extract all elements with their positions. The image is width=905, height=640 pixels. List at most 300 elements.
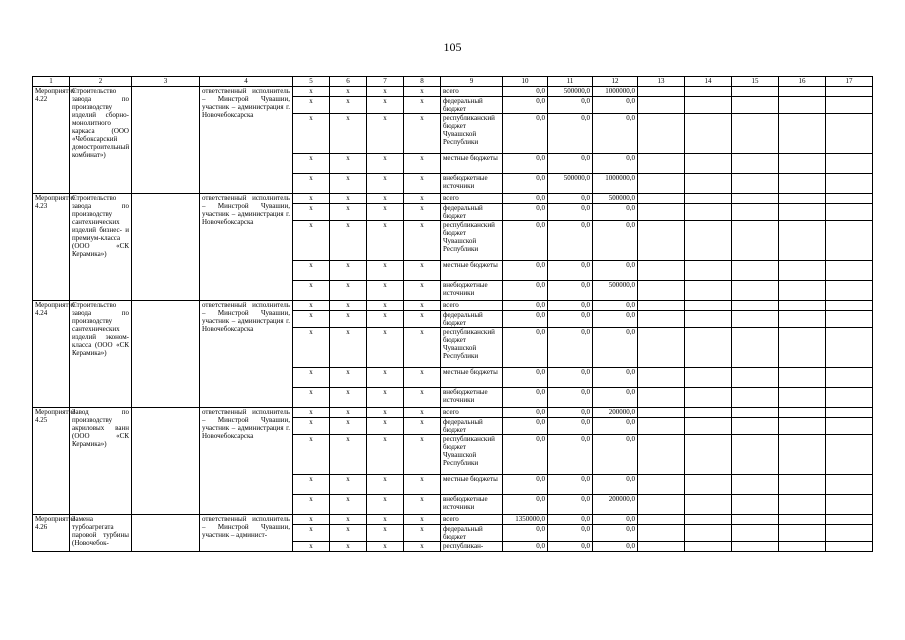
- x-mark: х: [404, 418, 441, 435]
- empty-cell: [779, 515, 826, 525]
- empty-cell: [638, 418, 685, 435]
- x-mark: х: [404, 435, 441, 475]
- empty-cell: [826, 194, 873, 204]
- value-2024: 0,0: [548, 368, 593, 388]
- empty-cell: [732, 301, 779, 311]
- value-2025: 200000,0: [593, 408, 638, 418]
- funding-source: местные бюджеты: [441, 475, 503, 495]
- empty-cell: [732, 221, 779, 261]
- funding-source: федеральный бюджет: [441, 204, 503, 221]
- value-2024: 0,0: [548, 388, 593, 408]
- x-mark: х: [330, 87, 367, 97]
- empty-cell: [779, 97, 826, 114]
- value-2025: 1000000,0: [593, 174, 638, 194]
- x-mark: х: [293, 418, 330, 435]
- funding-source: местные бюджеты: [441, 261, 503, 281]
- funding-source: местные бюджеты: [441, 368, 503, 388]
- x-mark: х: [367, 114, 404, 154]
- empty-cell: [685, 525, 732, 542]
- empty-cell: [638, 368, 685, 388]
- empty-cell: [732, 495, 779, 515]
- value-2024: 0,0: [548, 97, 593, 114]
- empty-cell: [779, 221, 826, 261]
- x-mark: х: [293, 87, 330, 97]
- event-name: Завод по производству акриловых ванн (ООО «СК Керамика»): [70, 408, 132, 515]
- funding-source: республиканский бюджет Чувашской Республики: [441, 435, 503, 475]
- funding-source: федеральный бюджет: [441, 418, 503, 435]
- empty-cell: [638, 174, 685, 194]
- value-2025: 0,0: [593, 418, 638, 435]
- empty-cell: [685, 301, 732, 311]
- x-mark: х: [404, 368, 441, 388]
- x-mark: х: [293, 495, 330, 515]
- empty-cell: [732, 114, 779, 154]
- empty-cell: [732, 542, 779, 552]
- value-2023: 0,0: [503, 435, 548, 475]
- x-mark: х: [367, 174, 404, 194]
- empty-cell: [779, 388, 826, 408]
- empty-cell: [779, 281, 826, 301]
- col-header: 12: [593, 77, 638, 87]
- col-header: 9: [441, 77, 503, 87]
- empty-cell: [638, 435, 685, 475]
- funding-source: местные бюджеты: [441, 154, 503, 174]
- col-header: 17: [826, 77, 873, 87]
- x-mark: х: [330, 368, 367, 388]
- value-2023: 0,0: [503, 408, 548, 418]
- value-2024: 0,0: [548, 515, 593, 525]
- empty-cell: [732, 281, 779, 301]
- value-2024: 0,0: [548, 311, 593, 328]
- x-mark: х: [330, 261, 367, 281]
- empty-cell: [826, 301, 873, 311]
- value-2025: 1000000,0: [593, 87, 638, 97]
- empty-cell: [779, 495, 826, 515]
- x-mark: х: [330, 154, 367, 174]
- empty-cell: [732, 97, 779, 114]
- empty-cell: [685, 408, 732, 418]
- value-2023: 1350000,0: [503, 515, 548, 525]
- x-mark: х: [404, 301, 441, 311]
- value-2024: 0,0: [548, 408, 593, 418]
- empty-cell: [826, 311, 873, 328]
- value-2023: 0,0: [503, 328, 548, 368]
- empty-cell: [826, 368, 873, 388]
- funding-source: всего: [441, 87, 503, 97]
- x-mark: х: [330, 388, 367, 408]
- empty-cell: [826, 542, 873, 552]
- empty-cell: [732, 435, 779, 475]
- table-row: [33, 515, 873, 525]
- value-2025: 0,0: [593, 525, 638, 542]
- empty-cell: [685, 114, 732, 154]
- empty-cell: [779, 194, 826, 204]
- x-mark: х: [293, 328, 330, 368]
- empty-cell: [638, 301, 685, 311]
- executor: ответственный исполнитель – Минстрой Чувашии, участник – админист-: [200, 515, 293, 552]
- x-mark: х: [330, 435, 367, 475]
- value-2024: 0,0: [548, 281, 593, 301]
- empty-cell: [638, 87, 685, 97]
- empty-cell: [685, 435, 732, 475]
- executor: ответственный исполнитель – Минстрой Чувашии, участник – администрация г. Новочебоксарска: [200, 87, 293, 194]
- x-mark: х: [330, 97, 367, 114]
- value-2023: 0,0: [503, 97, 548, 114]
- x-mark: х: [330, 495, 367, 515]
- value-2025: 0,0: [593, 114, 638, 154]
- empty-cell: [779, 435, 826, 475]
- empty-cell: [779, 261, 826, 281]
- x-mark: х: [330, 301, 367, 311]
- executor: ответственный исполнитель – Минстрой Чувашии, участник – администрация г. Новочебоксарска: [200, 301, 293, 408]
- empty-cell: [826, 475, 873, 495]
- empty-cell: [685, 281, 732, 301]
- empty-cell: [779, 301, 826, 311]
- x-mark: х: [367, 475, 404, 495]
- value-2023: 0,0: [503, 368, 548, 388]
- empty-cell: [779, 154, 826, 174]
- value-2025: 0,0: [593, 435, 638, 475]
- x-mark: х: [367, 87, 404, 97]
- x-mark: х: [367, 281, 404, 301]
- empty-cell: [732, 388, 779, 408]
- empty-cell: [638, 221, 685, 261]
- empty-cell: [779, 542, 826, 552]
- empty-cell: [826, 154, 873, 174]
- table-row: [33, 301, 873, 311]
- x-mark: х: [330, 515, 367, 525]
- x-mark: х: [367, 154, 404, 174]
- empty-cell: [685, 194, 732, 204]
- x-mark: х: [367, 311, 404, 328]
- empty-cell: [638, 542, 685, 552]
- empty-cell: [732, 418, 779, 435]
- x-mark: х: [367, 435, 404, 475]
- value-2025: 0,0: [593, 542, 638, 552]
- x-mark: х: [404, 97, 441, 114]
- value-2023: 0,0: [503, 311, 548, 328]
- x-mark: х: [404, 204, 441, 221]
- empty-cell: [638, 114, 685, 154]
- x-mark: х: [330, 408, 367, 418]
- empty-cell: [826, 525, 873, 542]
- x-mark: х: [367, 368, 404, 388]
- empty-cell: [685, 542, 732, 552]
- value-2024: 0,0: [548, 418, 593, 435]
- empty-cell: [638, 281, 685, 301]
- x-mark: х: [367, 194, 404, 204]
- empty-cell: [685, 154, 732, 174]
- empty-cell: [779, 418, 826, 435]
- x-mark: х: [293, 542, 330, 552]
- value-2023: 0,0: [503, 154, 548, 174]
- empty-cell: [132, 194, 200, 301]
- x-mark: х: [293, 261, 330, 281]
- x-mark: х: [404, 174, 441, 194]
- value-2025: 0,0: [593, 388, 638, 408]
- empty-cell: [132, 515, 200, 552]
- empty-cell: [638, 495, 685, 515]
- empty-cell: [685, 221, 732, 261]
- empty-cell: [779, 174, 826, 194]
- funding-source: всего: [441, 515, 503, 525]
- value-2025: 0,0: [593, 221, 638, 261]
- value-2025: 0,0: [593, 97, 638, 114]
- col-header: 6: [330, 77, 367, 87]
- x-mark: х: [330, 281, 367, 301]
- empty-cell: [732, 475, 779, 495]
- x-mark: х: [404, 515, 441, 525]
- x-mark: х: [367, 418, 404, 435]
- value-2023: 0,0: [503, 204, 548, 221]
- col-header: 11: [548, 77, 593, 87]
- value-2024: 0,0: [548, 525, 593, 542]
- x-mark: х: [330, 204, 367, 221]
- empty-cell: [638, 261, 685, 281]
- col-header: 4: [200, 77, 293, 87]
- x-mark: х: [330, 475, 367, 495]
- x-mark: х: [404, 495, 441, 515]
- empty-cell: [132, 301, 200, 408]
- x-mark: х: [330, 328, 367, 368]
- x-mark: х: [367, 204, 404, 221]
- x-mark: х: [404, 388, 441, 408]
- value-2023: 0,0: [503, 194, 548, 204]
- value-2023: 0,0: [503, 495, 548, 515]
- funding-source: всего: [441, 408, 503, 418]
- value-2025: 500000,0: [593, 281, 638, 301]
- value-2023: 0,0: [503, 281, 548, 301]
- funding-source: республиканский бюджет Чувашской Республики: [441, 328, 503, 368]
- event-name: Строительство завода по производству сантехнических изделий эконом-класса (ООО «СК Керамика»): [70, 301, 132, 408]
- x-mark: х: [404, 261, 441, 281]
- x-mark: х: [404, 281, 441, 301]
- x-mark: х: [367, 301, 404, 311]
- col-header: 15: [732, 77, 779, 87]
- empty-cell: [826, 388, 873, 408]
- value-2024: 0,0: [548, 328, 593, 368]
- col-header: 16: [779, 77, 826, 87]
- x-mark: х: [330, 221, 367, 261]
- x-mark: х: [367, 515, 404, 525]
- value-2023: 0,0: [503, 301, 548, 311]
- empty-cell: [826, 87, 873, 97]
- funding-source: внебюджетные источники: [441, 174, 503, 194]
- empty-cell: [732, 261, 779, 281]
- empty-cell: [732, 204, 779, 221]
- empty-cell: [826, 328, 873, 368]
- value-2023: 0,0: [503, 525, 548, 542]
- empty-cell: [638, 515, 685, 525]
- value-2023: 0,0: [503, 87, 548, 97]
- value-2025: 0,0: [593, 311, 638, 328]
- value-2023: 0,0: [503, 475, 548, 495]
- x-mark: х: [330, 194, 367, 204]
- value-2024: 0,0: [548, 114, 593, 154]
- empty-cell: [826, 418, 873, 435]
- empty-cell: [826, 408, 873, 418]
- col-header: 1: [33, 77, 70, 87]
- event-name: Строительство завода по производству сантехнических изделий бизнес- и премиум-класса (ООО «СК Керамика»): [70, 194, 132, 301]
- empty-cell: [638, 328, 685, 368]
- empty-cell: [732, 515, 779, 525]
- empty-cell: [685, 328, 732, 368]
- empty-cell: [779, 204, 826, 221]
- funding-source: внебюджетные источники: [441, 495, 503, 515]
- empty-cell: [685, 418, 732, 435]
- empty-cell: [638, 311, 685, 328]
- value-2025: 0,0: [593, 475, 638, 495]
- value-2023: 0,0: [503, 114, 548, 154]
- value-2024: 0,0: [548, 475, 593, 495]
- event-name: Строительство завода по производству изделий сборно-монолитного каркаса (ООО «Чебоксарский домостроительный комбинат»): [70, 87, 132, 194]
- x-mark: х: [404, 525, 441, 542]
- col-header: 2: [70, 77, 132, 87]
- empty-cell: [779, 114, 826, 154]
- empty-cell: [685, 515, 732, 525]
- funding-source: республиканский бюджет Чувашской Республики: [441, 114, 503, 154]
- x-mark: х: [367, 525, 404, 542]
- x-mark: х: [367, 221, 404, 261]
- value-2025: 0,0: [593, 261, 638, 281]
- value-2024: 0,0: [548, 261, 593, 281]
- x-mark: х: [293, 204, 330, 221]
- empty-cell: [685, 475, 732, 495]
- x-mark: х: [293, 174, 330, 194]
- empty-cell: [732, 174, 779, 194]
- value-2025: 0,0: [593, 301, 638, 311]
- empty-cell: [732, 408, 779, 418]
- funding-source: федеральный бюджет: [441, 311, 503, 328]
- value-2023: 0,0: [503, 174, 548, 194]
- col-header: 5: [293, 77, 330, 87]
- empty-cell: [779, 408, 826, 418]
- x-mark: х: [404, 475, 441, 495]
- empty-cell: [685, 174, 732, 194]
- event-number: Мероприятие 4.22: [33, 87, 70, 194]
- value-2025: 0,0: [593, 368, 638, 388]
- table-row: [33, 408, 873, 418]
- value-2023: 0,0: [503, 418, 548, 435]
- empty-cell: [132, 408, 200, 515]
- empty-cell: [826, 261, 873, 281]
- col-header: 14: [685, 77, 732, 87]
- empty-cell: [685, 311, 732, 328]
- x-mark: х: [330, 174, 367, 194]
- col-header: 13: [638, 77, 685, 87]
- executor: ответственный исполнитель – Минстрой Чувашии, участник – администрация г. Новочебоксарска: [200, 194, 293, 301]
- value-2023: 0,0: [503, 388, 548, 408]
- empty-cell: [826, 204, 873, 221]
- funding-source: республиканский бюджет Чувашской Республики: [441, 221, 503, 261]
- col-header: 8: [404, 77, 441, 87]
- x-mark: х: [330, 114, 367, 154]
- empty-cell: [732, 154, 779, 174]
- x-mark: х: [293, 194, 330, 204]
- empty-cell: [732, 87, 779, 97]
- empty-cell: [132, 87, 200, 194]
- empty-cell: [779, 525, 826, 542]
- x-mark: х: [367, 542, 404, 552]
- x-mark: х: [367, 408, 404, 418]
- event-number: Мероприятие 4.23: [33, 194, 70, 301]
- x-mark: х: [404, 408, 441, 418]
- empty-cell: [779, 475, 826, 495]
- value-2025: 0,0: [593, 515, 638, 525]
- x-mark: х: [293, 515, 330, 525]
- x-mark: х: [404, 328, 441, 368]
- value-2024: 0,0: [548, 221, 593, 261]
- empty-cell: [685, 204, 732, 221]
- x-mark: х: [404, 194, 441, 204]
- value-2024: 0,0: [548, 495, 593, 515]
- empty-cell: [638, 97, 685, 114]
- value-2024: 0,0: [548, 301, 593, 311]
- col-header: 3: [132, 77, 200, 87]
- empty-cell: [826, 435, 873, 475]
- event-name: Замена турбоагрегата паровой турбины (Новочебок-: [70, 515, 132, 552]
- value-2024: 0,0: [548, 542, 593, 552]
- empty-cell: [638, 475, 685, 495]
- empty-cell: [732, 368, 779, 388]
- empty-cell: [685, 368, 732, 388]
- empty-cell: [826, 515, 873, 525]
- x-mark: х: [293, 281, 330, 301]
- funding-source: всего: [441, 301, 503, 311]
- x-mark: х: [367, 97, 404, 114]
- funding-source: республикан-: [441, 542, 503, 552]
- value-2025: 0,0: [593, 204, 638, 221]
- funding-source: внебюджетные источники: [441, 281, 503, 301]
- event-number: Мероприятие 4.25: [33, 408, 70, 515]
- x-mark: х: [293, 97, 330, 114]
- value-2024: 0,0: [548, 194, 593, 204]
- empty-cell: [779, 328, 826, 368]
- empty-cell: [685, 97, 732, 114]
- empty-cell: [685, 388, 732, 408]
- x-mark: х: [404, 87, 441, 97]
- x-mark: х: [293, 388, 330, 408]
- empty-cell: [638, 408, 685, 418]
- value-2025: 0,0: [593, 328, 638, 368]
- x-mark: х: [367, 261, 404, 281]
- x-mark: х: [330, 542, 367, 552]
- x-mark: х: [293, 301, 330, 311]
- empty-cell: [826, 221, 873, 261]
- empty-cell: [826, 174, 873, 194]
- empty-cell: [732, 525, 779, 542]
- value-2024: 500000,0: [548, 87, 593, 97]
- value-2023: 0,0: [503, 261, 548, 281]
- funding-source: внебюджетные источники: [441, 388, 503, 408]
- x-mark: х: [293, 114, 330, 154]
- value-2024: 0,0: [548, 154, 593, 174]
- empty-cell: [826, 281, 873, 301]
- executor: ответственный исполнитель – Минстрой Чувашии, участник – администрация г. Новочебоксарска: [200, 408, 293, 515]
- x-mark: х: [404, 154, 441, 174]
- col-header: 10: [503, 77, 548, 87]
- funding-source: всего: [441, 194, 503, 204]
- empty-cell: [779, 368, 826, 388]
- x-mark: х: [293, 525, 330, 542]
- empty-cell: [638, 388, 685, 408]
- table-row: [33, 194, 873, 204]
- empty-cell: [826, 97, 873, 114]
- empty-cell: [732, 194, 779, 204]
- empty-cell: [685, 87, 732, 97]
- x-mark: х: [293, 221, 330, 261]
- x-mark: х: [293, 311, 330, 328]
